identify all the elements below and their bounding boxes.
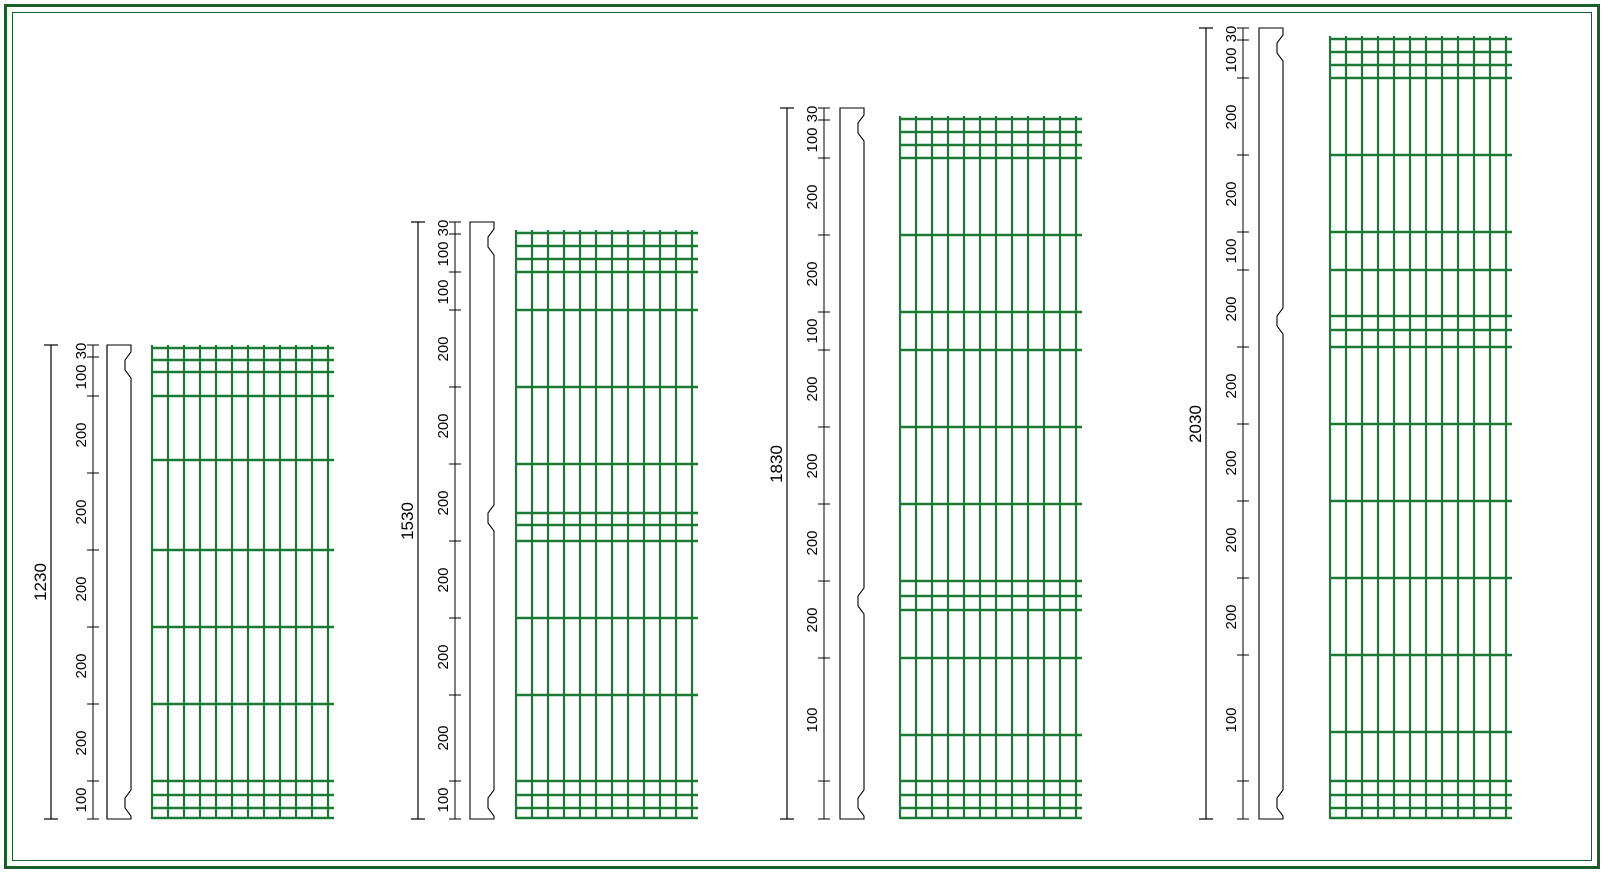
panel-1830-total-label: 1830 <box>767 445 786 483</box>
panel-1530-seg-label: 200 <box>435 490 452 516</box>
panel-1230-overall-dimension <box>31 345 58 819</box>
panel-1530-segment-dimensions <box>435 220 461 819</box>
panel-1530-seg-label: 200 <box>435 567 452 593</box>
panel-1830-overall-dimension <box>767 108 794 819</box>
panel-1530-total-label: 1530 <box>398 502 417 540</box>
panel-1830-seg-label: 200 <box>804 376 821 402</box>
panel-1530-group <box>398 220 698 819</box>
panel-2030-seg-label: 100 <box>1223 238 1240 264</box>
panel-2030-seg-label: 200 <box>1223 296 1240 322</box>
panel-1230-seg-label: 100 <box>73 364 90 390</box>
panel-2030-seg-label: 200 <box>1223 181 1240 207</box>
panel-2030-side-profile <box>1259 28 1283 819</box>
panel-2030-seg-label: 30 <box>1223 25 1240 43</box>
panel-1230-mesh <box>152 345 334 819</box>
panel-1530-seg-label: 200 <box>435 336 452 362</box>
panel-2030-seg-label: 200 <box>1223 373 1240 399</box>
panel-2030-overall-dimension <box>1186 28 1213 819</box>
panel-1530-seg-label: 200 <box>435 413 452 439</box>
panel-1830-seg-label: 200 <box>804 607 821 633</box>
panel-1530-seg-label: 200 <box>435 644 452 670</box>
panel-1530-seg-label: 100 <box>435 279 452 305</box>
panel-2030-seg-label: 200 <box>1223 104 1240 130</box>
panel-1230-seg-label: 200 <box>73 730 90 756</box>
panel-2030-seg-label: 200 <box>1223 604 1240 630</box>
panel-1830-seg-label: 200 <box>804 261 821 287</box>
panel-1530-seg-label: 200 <box>435 725 452 751</box>
panel-1530-overall-dimension <box>398 222 425 819</box>
panel-1530-seg-label: 100 <box>435 787 452 813</box>
panel-1230-seg-label: 200 <box>73 422 90 448</box>
panel-1530-seg-label: 100 <box>435 241 452 267</box>
panel-1830-seg-label: 100 <box>804 318 821 344</box>
panel-1830-seg-label: 200 <box>804 184 821 210</box>
panel-1230-segment-dimensions <box>73 343 99 819</box>
panel-1530-mesh <box>516 230 698 819</box>
panel-1230-seg-label: 200 <box>73 499 90 525</box>
panel-1830-mesh <box>900 116 1082 819</box>
panel-1230-total-label: 1230 <box>31 563 50 601</box>
panel-1830-seg-label: 100 <box>804 707 821 733</box>
panel-1230-seg-label: 30 <box>73 342 90 360</box>
panel-2030-segment-dimensions <box>1223 26 1249 819</box>
panel-2030-seg-label: 100 <box>1223 707 1240 733</box>
panel-2030-seg-label: 200 <box>1223 527 1240 553</box>
panel-1830-group <box>767 106 1082 819</box>
panel-1830-segment-dimensions <box>804 106 830 819</box>
panel-1530-seg-label: 30 <box>435 219 452 237</box>
panel-1230-group <box>31 343 334 819</box>
panel-2030-group <box>1186 26 1512 819</box>
panel-1530-side-profile <box>470 222 494 819</box>
panel-1830-seg-label: 200 <box>804 453 821 479</box>
panel-1230-seg-label: 100 <box>73 787 90 813</box>
panel-1830-seg-label: 200 <box>804 530 821 556</box>
panel-2030-seg-label: 100 <box>1223 47 1240 73</box>
panel-1230-seg-label: 200 <box>73 653 90 679</box>
panel-2030-seg-label: 200 <box>1223 450 1240 476</box>
panel-1830-seg-label: 100 <box>804 127 821 153</box>
panel-2030-total-label: 2030 <box>1186 405 1205 443</box>
panel-1230-seg-label: 200 <box>73 576 90 602</box>
panel-1230-side-profile <box>107 345 131 819</box>
panel-1830-side-profile <box>840 108 864 819</box>
panel-2030-mesh <box>1330 36 1512 819</box>
panel-1830-seg-label: 30 <box>804 105 821 123</box>
